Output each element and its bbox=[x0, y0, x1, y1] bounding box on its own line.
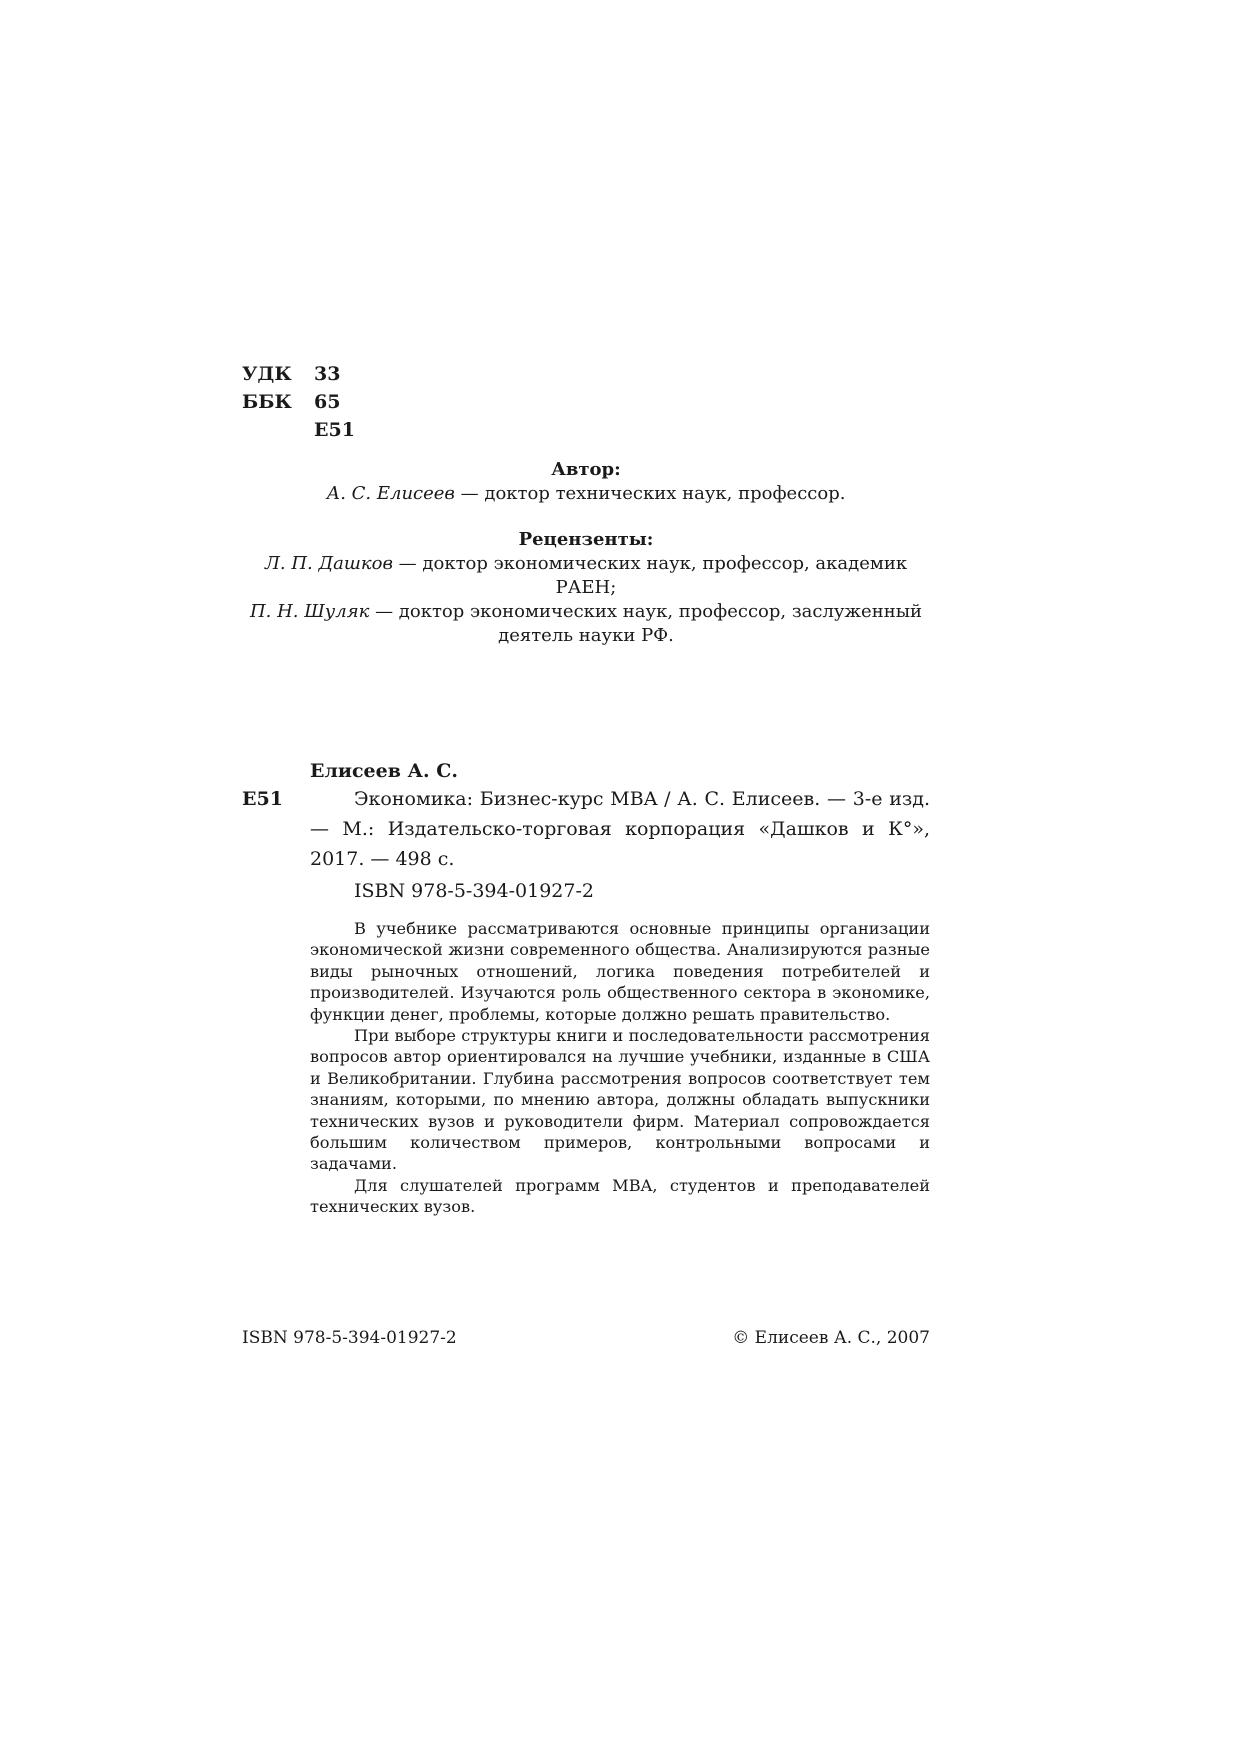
reviewer-1-description: — доктор экономических наук, профессор, академик bbox=[392, 553, 908, 574]
reviewer-2-description: — доктор экономических наук, профессор, заслуженный bbox=[369, 601, 923, 622]
footer-copyright: © Елисеев А. С., 2007 bbox=[732, 1328, 930, 1348]
classification-codes bbox=[242, 360, 355, 444]
reviewer-1 bbox=[240, 552, 932, 600]
reviewer-2-name: П. Н. Шуляк bbox=[249, 601, 370, 622]
bibliographic-author-heading: Елисеев А. С. bbox=[310, 760, 458, 782]
author-line bbox=[240, 482, 932, 506]
author-heading: Автор: bbox=[551, 459, 621, 480]
reviewer-2-description-cont: деятель науки РФ. bbox=[498, 625, 674, 646]
bibliographic-code: Е51 bbox=[242, 788, 283, 810]
author-section bbox=[240, 458, 932, 506]
annotation-paragraph-2: При выборе структуры книги и последовательности рассмотрения вопросов автор ориентировался на лучшие учебники, изданные в США и Великобритании. Глубина рассмотрения вопросов соответствует тем знаниям, которыми, по мнению автора, должны обладать выпускники технических вузов и руководители фирм. Материал сопровождается большим количеством примеров, контрольными вопросами и задачами. bbox=[310, 1026, 930, 1174]
bibliographic-isbn: ISBN 978-5-394-01927-2 bbox=[354, 880, 594, 902]
author-name: А. С. Елисеев bbox=[326, 483, 455, 504]
reviewers-section bbox=[240, 528, 932, 648]
reviewer-1-description-cont: РАЕН; bbox=[555, 577, 617, 598]
annotation-paragraph-1: В учебнике рассматриваются основные принципы организации экономической жизни современного общества. Анализируются разные виды рыночных отношений, логика поведения потребителей и производителей. Изучаются роль общественного сектора в экономике, функции денег, проблемы, которые должно решать правительство. bbox=[310, 919, 930, 1024]
bbk-value: 65 bbox=[314, 391, 341, 413]
reviewer-1-name: Л. П. Дашков bbox=[264, 553, 393, 574]
author-mark-row bbox=[242, 416, 355, 444]
author-description: — доктор технических наук, профессор. bbox=[454, 483, 846, 504]
udk-value: 33 bbox=[314, 363, 341, 385]
reviewer-2 bbox=[240, 600, 932, 648]
footer-isbn: ISBN 978-5-394-01927-2 bbox=[242, 1328, 457, 1348]
author-mark: Е51 bbox=[314, 419, 355, 441]
udk-label: УДК bbox=[242, 363, 292, 385]
reviewers-heading: Рецензенты: bbox=[518, 529, 654, 550]
bibliographic-description: Экономика: Бизнес-курс MBA / А. С. Елисеев. — 3-е изд. — М.: Издательско-торговая корпорация «Дашков и К°», 2017. — 498 с. bbox=[310, 788, 930, 870]
bbk-row bbox=[242, 388, 355, 416]
annotation bbox=[310, 918, 930, 1218]
udk-row bbox=[242, 360, 355, 388]
bbk-label: ББК bbox=[242, 391, 292, 413]
annotation-paragraph-3: Для слушателей программ MBA, студентов и преподавателей технических вузов. bbox=[310, 1175, 930, 1217]
